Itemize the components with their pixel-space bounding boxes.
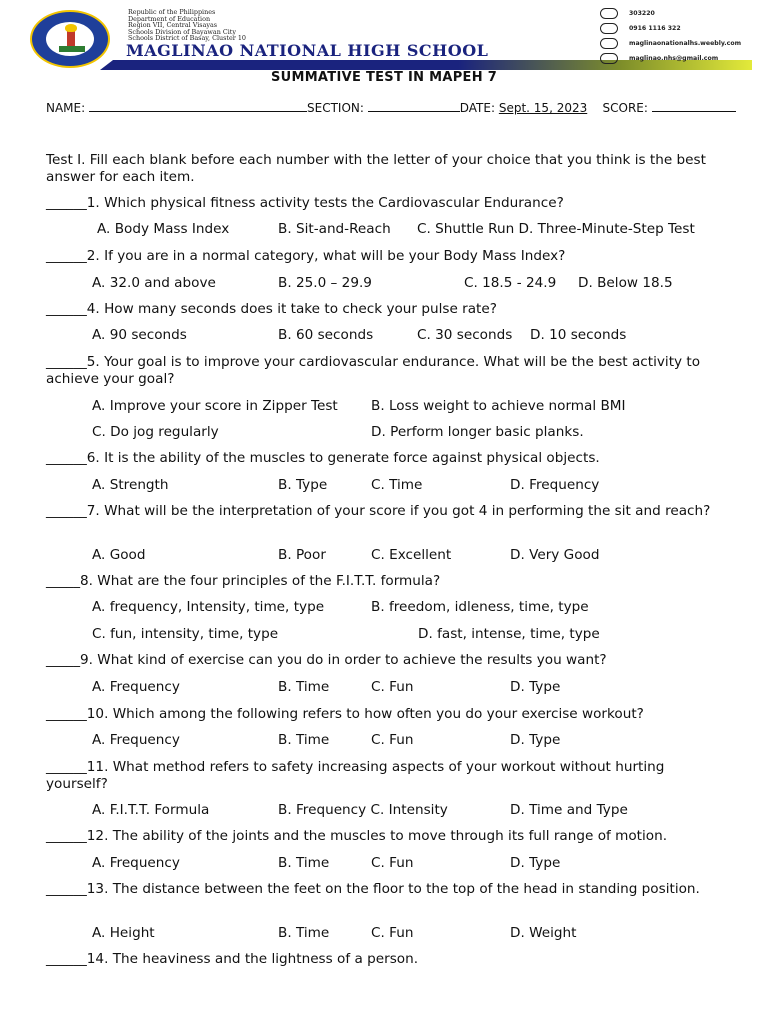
option-c: C. Fun	[371, 679, 414, 695]
question-item: ______4. How many seconds does it take to check your pulse rate?	[46, 301, 497, 317]
deped-line: Schools Division of Bayawan City	[128, 27, 236, 36]
letterhead	[0, 0, 768, 75]
option-d: D. 10 seconds	[530, 327, 627, 343]
question-item: ______10. Which among the following refers to how often you do your exercise workout?	[46, 706, 644, 722]
question-item: ______12. The ability of the joints and the muscles to move through its full range of motion.	[46, 828, 668, 844]
contact-website: maglinaonationalhs.weebly.com	[629, 39, 742, 47]
question-item: _____9. What kind of exercise can you do in order to achieve the results you want?	[46, 652, 607, 668]
deped-line: Region VII, Central Visayas	[128, 21, 218, 30]
option-a: A. Frequency	[92, 855, 180, 871]
option-b: B. Type	[278, 477, 328, 493]
option-a: A. Strength	[92, 477, 169, 493]
question-item: ______5. Your goal is to improve your cardiovascular endurance. What will be the best activity to achieve your goal?	[46, 354, 701, 387]
contact-phone: 303220	[629, 9, 655, 17]
option-b: B. Sit-and-Reach	[278, 221, 391, 237]
option-d: D. Type	[510, 679, 561, 695]
option-b: B. Loss weight to achieve normal BMI	[371, 398, 626, 414]
option-c: C. Fun	[371, 855, 414, 871]
option-c: C. 30 seconds	[417, 327, 513, 343]
option-c: C. Do jog regularly	[92, 424, 219, 440]
option-d: D. Weight	[510, 925, 577, 941]
option-a: A. Height	[92, 925, 155, 941]
option-c: C. Excellent	[371, 547, 452, 563]
option-a: A. 32.0 and above	[92, 275, 216, 291]
option-d: D. fast, intense, time, type	[418, 626, 600, 642]
option-c: C. Fun	[371, 925, 414, 941]
option-b: B. 25.0 – 29.9	[278, 275, 372, 291]
page-title: SUMMATIVE TEST IN MAPEH 7	[270, 70, 498, 85]
school-name: MAGLINAO NATIONAL HIGH SCHOOL	[126, 41, 489, 60]
option-d: D. Frequency	[510, 477, 600, 493]
section-field[interactable]	[368, 99, 460, 112]
deped-line: Republic of the Philippines	[128, 8, 216, 16]
question-item: _____8. What are the four principles of the F.I.T.T. formula?	[46, 573, 441, 589]
option-a: A. frequency, Intensity, time, type	[92, 599, 325, 615]
question-item: ______1. Which physical fitness activity tests the Cardiovascular Endurance?	[46, 195, 564, 211]
question-item: ______2. If you are in a normal category, what will be your Body Mass Index?	[46, 248, 566, 264]
option-d: D. Time and Type	[510, 802, 628, 818]
option-b: B. Poor	[278, 547, 326, 563]
question-item: ______6. It is the ability of the muscles to generate force against physical objects.	[46, 450, 600, 466]
option-c-d: C. Shuttle Run D. Three-Minute-Step Test	[417, 221, 695, 237]
option-c: C. 18.5 - 24.9	[464, 275, 557, 291]
student-info-line	[46, 99, 736, 115]
date-value: Sept. 15, 2023	[498, 101, 588, 115]
option-a: A. Frequency	[92, 732, 180, 748]
deped-address	[128, 9, 246, 42]
option-c: C. fun, intensity, time, type	[92, 626, 279, 642]
contact-mobile: 0916 1116 322	[629, 24, 681, 32]
deped-line: Department of Education	[128, 14, 211, 23]
contact-info	[600, 6, 741, 66]
mobile-phone-icon	[600, 23, 618, 34]
option-c: C. Time	[371, 477, 423, 493]
score-label: SCORE:	[602, 101, 648, 115]
name-field[interactable]	[89, 99, 307, 112]
option-b: B. Time	[278, 925, 330, 941]
instructions: Test I. Fill each blank before each number with the letter of your choice that you think is the best answer for each item.	[46, 152, 706, 185]
option-a: A. Improve your score in Zipper Test	[92, 398, 338, 414]
option-b-c: B. Frequency C. Intensity	[278, 802, 448, 818]
question-item: ______14. The heaviness and the lightness of a person.	[46, 951, 419, 967]
telephone-icon	[600, 8, 618, 19]
option-a: A. 90 seconds	[92, 327, 187, 343]
deped-line: Schools District of Basay, Cluster 10	[128, 34, 246, 43]
contact-email: maglinao.nhs@gmail.com	[629, 54, 719, 62]
question-item: ______13. The distance between the feet on the floor to the top of the head in standing position.	[46, 881, 700, 897]
option-b: B. 60 seconds	[278, 327, 374, 343]
option-a: A. Body Mass Index	[97, 221, 230, 237]
option-c: C. Fun	[371, 732, 414, 748]
option-b: B. freedom, idleness, time, type	[371, 599, 589, 615]
question-item: ______7. What will be the interpretation of your score if you got 4 in performing the sit and reach?	[46, 503, 711, 519]
option-a: A. Frequency	[92, 679, 180, 695]
globe-icon	[600, 38, 618, 49]
name-label: NAME:	[46, 101, 86, 115]
option-d: D. Perform longer basic planks.	[371, 424, 584, 440]
score-field[interactable]	[652, 99, 736, 112]
option-d: D. Very Good	[510, 547, 600, 563]
option-b: B. Time	[278, 679, 330, 695]
option-b: B. Time	[278, 855, 330, 871]
option-d: D. Type	[510, 855, 561, 871]
deped-seal-logo	[30, 10, 110, 68]
envelope-icon	[600, 53, 618, 64]
option-d: D. Type	[510, 732, 561, 748]
section-label: SECTION:	[307, 101, 364, 115]
date-label: DATE:	[459, 101, 496, 115]
question-item: ______11. What method refers to safety increasing aspects of your workout without hurting yourself?	[46, 759, 665, 792]
option-d: D. Below 18.5	[578, 275, 673, 291]
option-b: B. Time	[278, 732, 330, 748]
option-a: A. F.I.T.T. Formula	[92, 802, 210, 818]
option-a: A. Good	[92, 547, 146, 563]
